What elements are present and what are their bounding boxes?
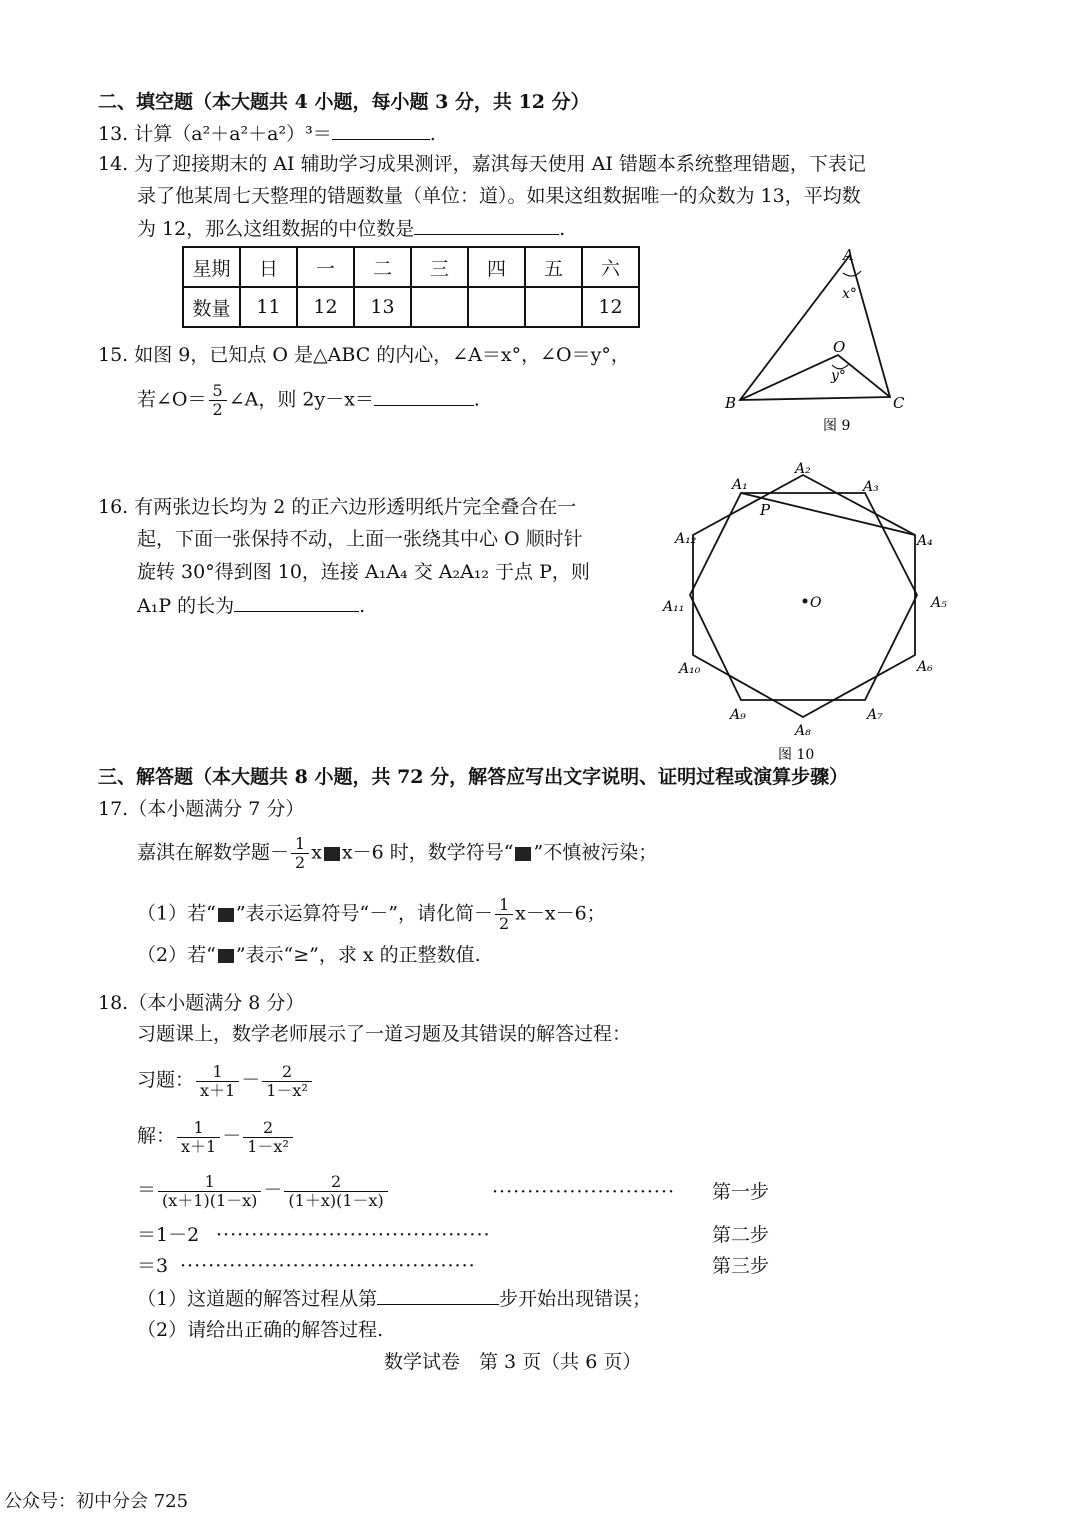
smudge-icon — [324, 847, 340, 861]
q14-text-1: 为了迎接期末的 AI 辅助学习成果测评，嘉淇每天使用 AI 错题本系统整理错题，下表记 — [134, 153, 866, 175]
fraction-denominator: (x＋1)(1－x) — [162, 1190, 258, 1210]
minus: － — [241, 1069, 261, 1091]
q17-p2-b: ”表示“≥”，求 x 的正整数值. — [235, 944, 481, 966]
q15-text-2a: 若∠O＝ — [137, 388, 207, 411]
equals: ＝ — [137, 1179, 157, 1201]
q15-line1 — [98, 343, 630, 367]
q17-p1-b: ”表示运算符号“－”，请化简－ — [235, 902, 493, 925]
incenter-lines — [740, 355, 890, 400]
table-cell — [525, 287, 582, 327]
fraction-numerator: 1 — [177, 1119, 220, 1138]
label-a: A — [843, 246, 854, 264]
q15-fraction — [209, 382, 227, 419]
label-y: y° — [831, 368, 846, 384]
table-cell: 11 — [240, 287, 297, 327]
q16-number: 16. — [98, 496, 129, 518]
table-row — [183, 287, 639, 327]
q15-line2 — [137, 382, 480, 419]
q18-step3-expr: ＝3 — [137, 1255, 169, 1277]
dot-leader: ·························· — [492, 1181, 676, 1203]
fraction — [284, 1173, 387, 1210]
q16-text-4: A₁P 的长为 — [137, 595, 235, 617]
q17-p1-c: x－x－6； — [515, 902, 606, 925]
table-cell: 星期 — [183, 247, 240, 287]
table-row — [183, 247, 639, 287]
q18-p1-b: 步开始出现错误； — [499, 1288, 652, 1310]
q14-line2: 录了他某周七天整理的错题数量（单位：道）。如果这组数据唯一的众数为 13，平均数 — [137, 185, 861, 207]
hexagon-2 — [693, 475, 915, 717]
figure-9-caption: 图 9 — [823, 418, 851, 434]
label-a8: A₈ — [795, 723, 811, 739]
center-point — [803, 599, 808, 604]
watermark-text: 公众号：初中分会 725 — [4, 1491, 189, 1512]
q13-number: 13. — [98, 123, 129, 145]
q18-number: 18. — [98, 992, 129, 1014]
fraction-numerator: 1 — [196, 1063, 239, 1082]
smudge-icon — [515, 847, 531, 861]
q18-header — [98, 991, 304, 1015]
q18-step1-label: 第一步 — [712, 1181, 770, 1203]
q15-text-1: 如图 9，已知点 O 是△ABC 的内心，∠A＝x°，∠O＝y°， — [134, 344, 630, 366]
q17-header — [98, 797, 304, 821]
q18-solution — [137, 1114, 295, 1158]
q16-answer-blank[interactable] — [234, 593, 359, 612]
q16-line4 — [137, 593, 365, 618]
fraction — [196, 1063, 239, 1100]
label-o: O — [810, 595, 822, 611]
page-footer: 数学试卷 第 3 页（共 6 页） — [384, 1351, 642, 1373]
q15-text-2b: ∠A，则 2y－x＝ — [228, 388, 374, 411]
table-cell: 四 — [468, 247, 525, 287]
table-cell: 日 — [240, 247, 297, 287]
q16-text-1: 有两张边长均为 2 的正六边形透明纸片完全叠合在一 — [134, 496, 577, 518]
q13-period: . — [429, 123, 436, 145]
q17-score: （本小题满分 7 分） — [128, 798, 305, 820]
figure-10-caption: 图 10 — [778, 747, 815, 763]
q16-line2: 起，下面一张保持不动，上面一张绕其中心 O 顺时针 — [137, 528, 583, 550]
fraction-denominator: (1＋x)(1－x) — [288, 1190, 384, 1210]
fraction-denominator: 1－x² — [266, 1080, 308, 1100]
label-b: B — [725, 394, 737, 412]
fraction-denominator: 2 — [212, 400, 223, 419]
q18-exercise — [137, 1058, 314, 1102]
fraction-denominator: 2 — [295, 853, 306, 872]
q14-line3 — [137, 216, 565, 241]
label-p: P — [760, 501, 771, 519]
fraction — [262, 1063, 312, 1100]
figure-9 — [715, 240, 925, 440]
q18-solution-label: 解： — [137, 1125, 176, 1147]
fraction-denominator: x＋1 — [181, 1136, 217, 1156]
q16-period: . — [359, 595, 366, 617]
q18-score: （本小题满分 8 分） — [128, 992, 305, 1014]
q17-p2-a: （2）若“ — [137, 944, 216, 966]
fraction-numerator: 1 — [495, 896, 513, 915]
q16-line1 — [98, 495, 576, 519]
fraction-numerator: 2 — [262, 1063, 312, 1082]
q14-period: . — [559, 218, 566, 240]
table-cell — [411, 287, 468, 327]
q13-text: 计算（a²＋a²＋a²）³＝ — [134, 123, 332, 145]
q14-line1 — [98, 152, 866, 176]
fraction — [177, 1119, 220, 1156]
hexagon-1 — [690, 493, 917, 700]
q18-p1-a: （1）这道题的解答过程从第 — [137, 1288, 378, 1310]
dot-leader: ·········································· — [180, 1255, 476, 1277]
q18-step1-expr — [137, 1168, 390, 1212]
q17-part1 — [137, 896, 606, 933]
label-a1: A₁ — [732, 477, 748, 493]
label-c: C — [893, 394, 905, 412]
smudge-icon — [218, 949, 234, 963]
fraction-numerator: 1 — [291, 835, 309, 854]
q14-data-table — [182, 246, 640, 328]
q17-p1-a: （1）若“ — [137, 902, 216, 925]
q17-p1-fraction — [495, 896, 513, 933]
table-cell: 数量 — [183, 287, 240, 327]
q18-exercise-label: 习题： — [137, 1069, 195, 1091]
q18-part2: （2）请给出正确的解答过程. — [137, 1319, 384, 1341]
section2-heading: 二、填空题（本大题共 4 小题，每小题 3 分，共 12 分） — [98, 91, 590, 113]
fraction — [243, 1119, 293, 1156]
fraction-numerator: 2 — [243, 1119, 293, 1138]
smudge-icon — [218, 908, 234, 922]
q17-intro-x: x — [311, 841, 322, 864]
table-cell: 一 — [297, 247, 354, 287]
q17-intro-b: x－6 时，数学符号“ — [341, 841, 514, 864]
fraction-numerator: 2 — [284, 1173, 387, 1192]
q18-intro: 习题课上，数学老师展示了一道习题及其错误的解答过程： — [137, 1023, 632, 1045]
q16-line3: 旋转 30°得到图 10，连接 A₁A₄ 交 A₂A₁₂ 于点 P，则 — [137, 561, 590, 583]
label-a12: A₁₂ — [675, 531, 697, 547]
q15-period: . — [473, 388, 480, 411]
minus: － — [222, 1125, 242, 1147]
fraction-numerator: 1 — [158, 1173, 261, 1192]
label-a2: A₂ — [795, 461, 811, 477]
q18-step2-expr: ＝1－2 — [137, 1224, 200, 1246]
q17-intro — [137, 835, 657, 872]
q18-step2-label: 第二步 — [712, 1224, 770, 1246]
q17-half-fraction — [291, 835, 309, 872]
question-13 — [98, 121, 436, 146]
fraction-numerator: 5 — [209, 382, 227, 401]
table-cell: 六 — [582, 247, 639, 287]
label-a11: A₁₁ — [663, 599, 685, 615]
fraction-denominator: 2 — [498, 914, 510, 933]
label-a9: A₉ — [730, 707, 746, 723]
q15-answer-blank[interactable] — [374, 387, 474, 406]
label-a6: A₆ — [917, 659, 933, 675]
label-a10: A₁₀ — [679, 661, 701, 677]
q17-part2 — [137, 943, 481, 967]
fraction-denominator: x＋1 — [200, 1080, 236, 1100]
q14-text-3: 为 12，那么这组数据的中位数是 — [137, 218, 415, 240]
table-cell: 12 — [582, 287, 639, 327]
q18-step3-label: 第三步 — [712, 1255, 770, 1277]
fraction-denominator: 1－x² — [247, 1136, 289, 1156]
label-a3: A₃ — [863, 479, 879, 495]
q14-number: 14. — [98, 153, 129, 175]
table-cell: 13 — [354, 287, 411, 327]
q17-intro-a: 嘉淇在解数学题－ — [137, 841, 290, 864]
label-o: O — [833, 338, 846, 356]
table-cell: 12 — [297, 287, 354, 327]
q18-part1 — [137, 1286, 651, 1311]
section3-heading: 三、解答题（本大题共 8 小题，共 72 分，解答应写出文字说明、证明过程或演算步骤） — [98, 766, 849, 788]
q17-number: 17. — [98, 798, 129, 820]
fraction — [158, 1173, 261, 1210]
angle-a-arc — [843, 271, 861, 276]
label-x: x° — [842, 286, 857, 302]
dot-leader: ······································· — [216, 1224, 491, 1246]
table-cell: 三 — [411, 247, 468, 287]
q14-answer-blank[interactable] — [414, 216, 559, 235]
label-a7: A₇ — [867, 707, 883, 723]
label-a4: A₄ — [917, 533, 933, 549]
table-cell: 五 — [525, 247, 582, 287]
figure-10 — [655, 455, 965, 765]
q17-intro-c: ”不慎被污染； — [533, 841, 658, 864]
minus: － — [263, 1179, 283, 1201]
q18-answer-blank[interactable] — [377, 1286, 499, 1305]
q13-answer-blank[interactable] — [332, 121, 430, 140]
table-cell: 二 — [354, 247, 411, 287]
table-cell — [468, 287, 525, 327]
q15-number: 15. — [98, 344, 129, 366]
label-a5: A₅ — [931, 595, 947, 611]
